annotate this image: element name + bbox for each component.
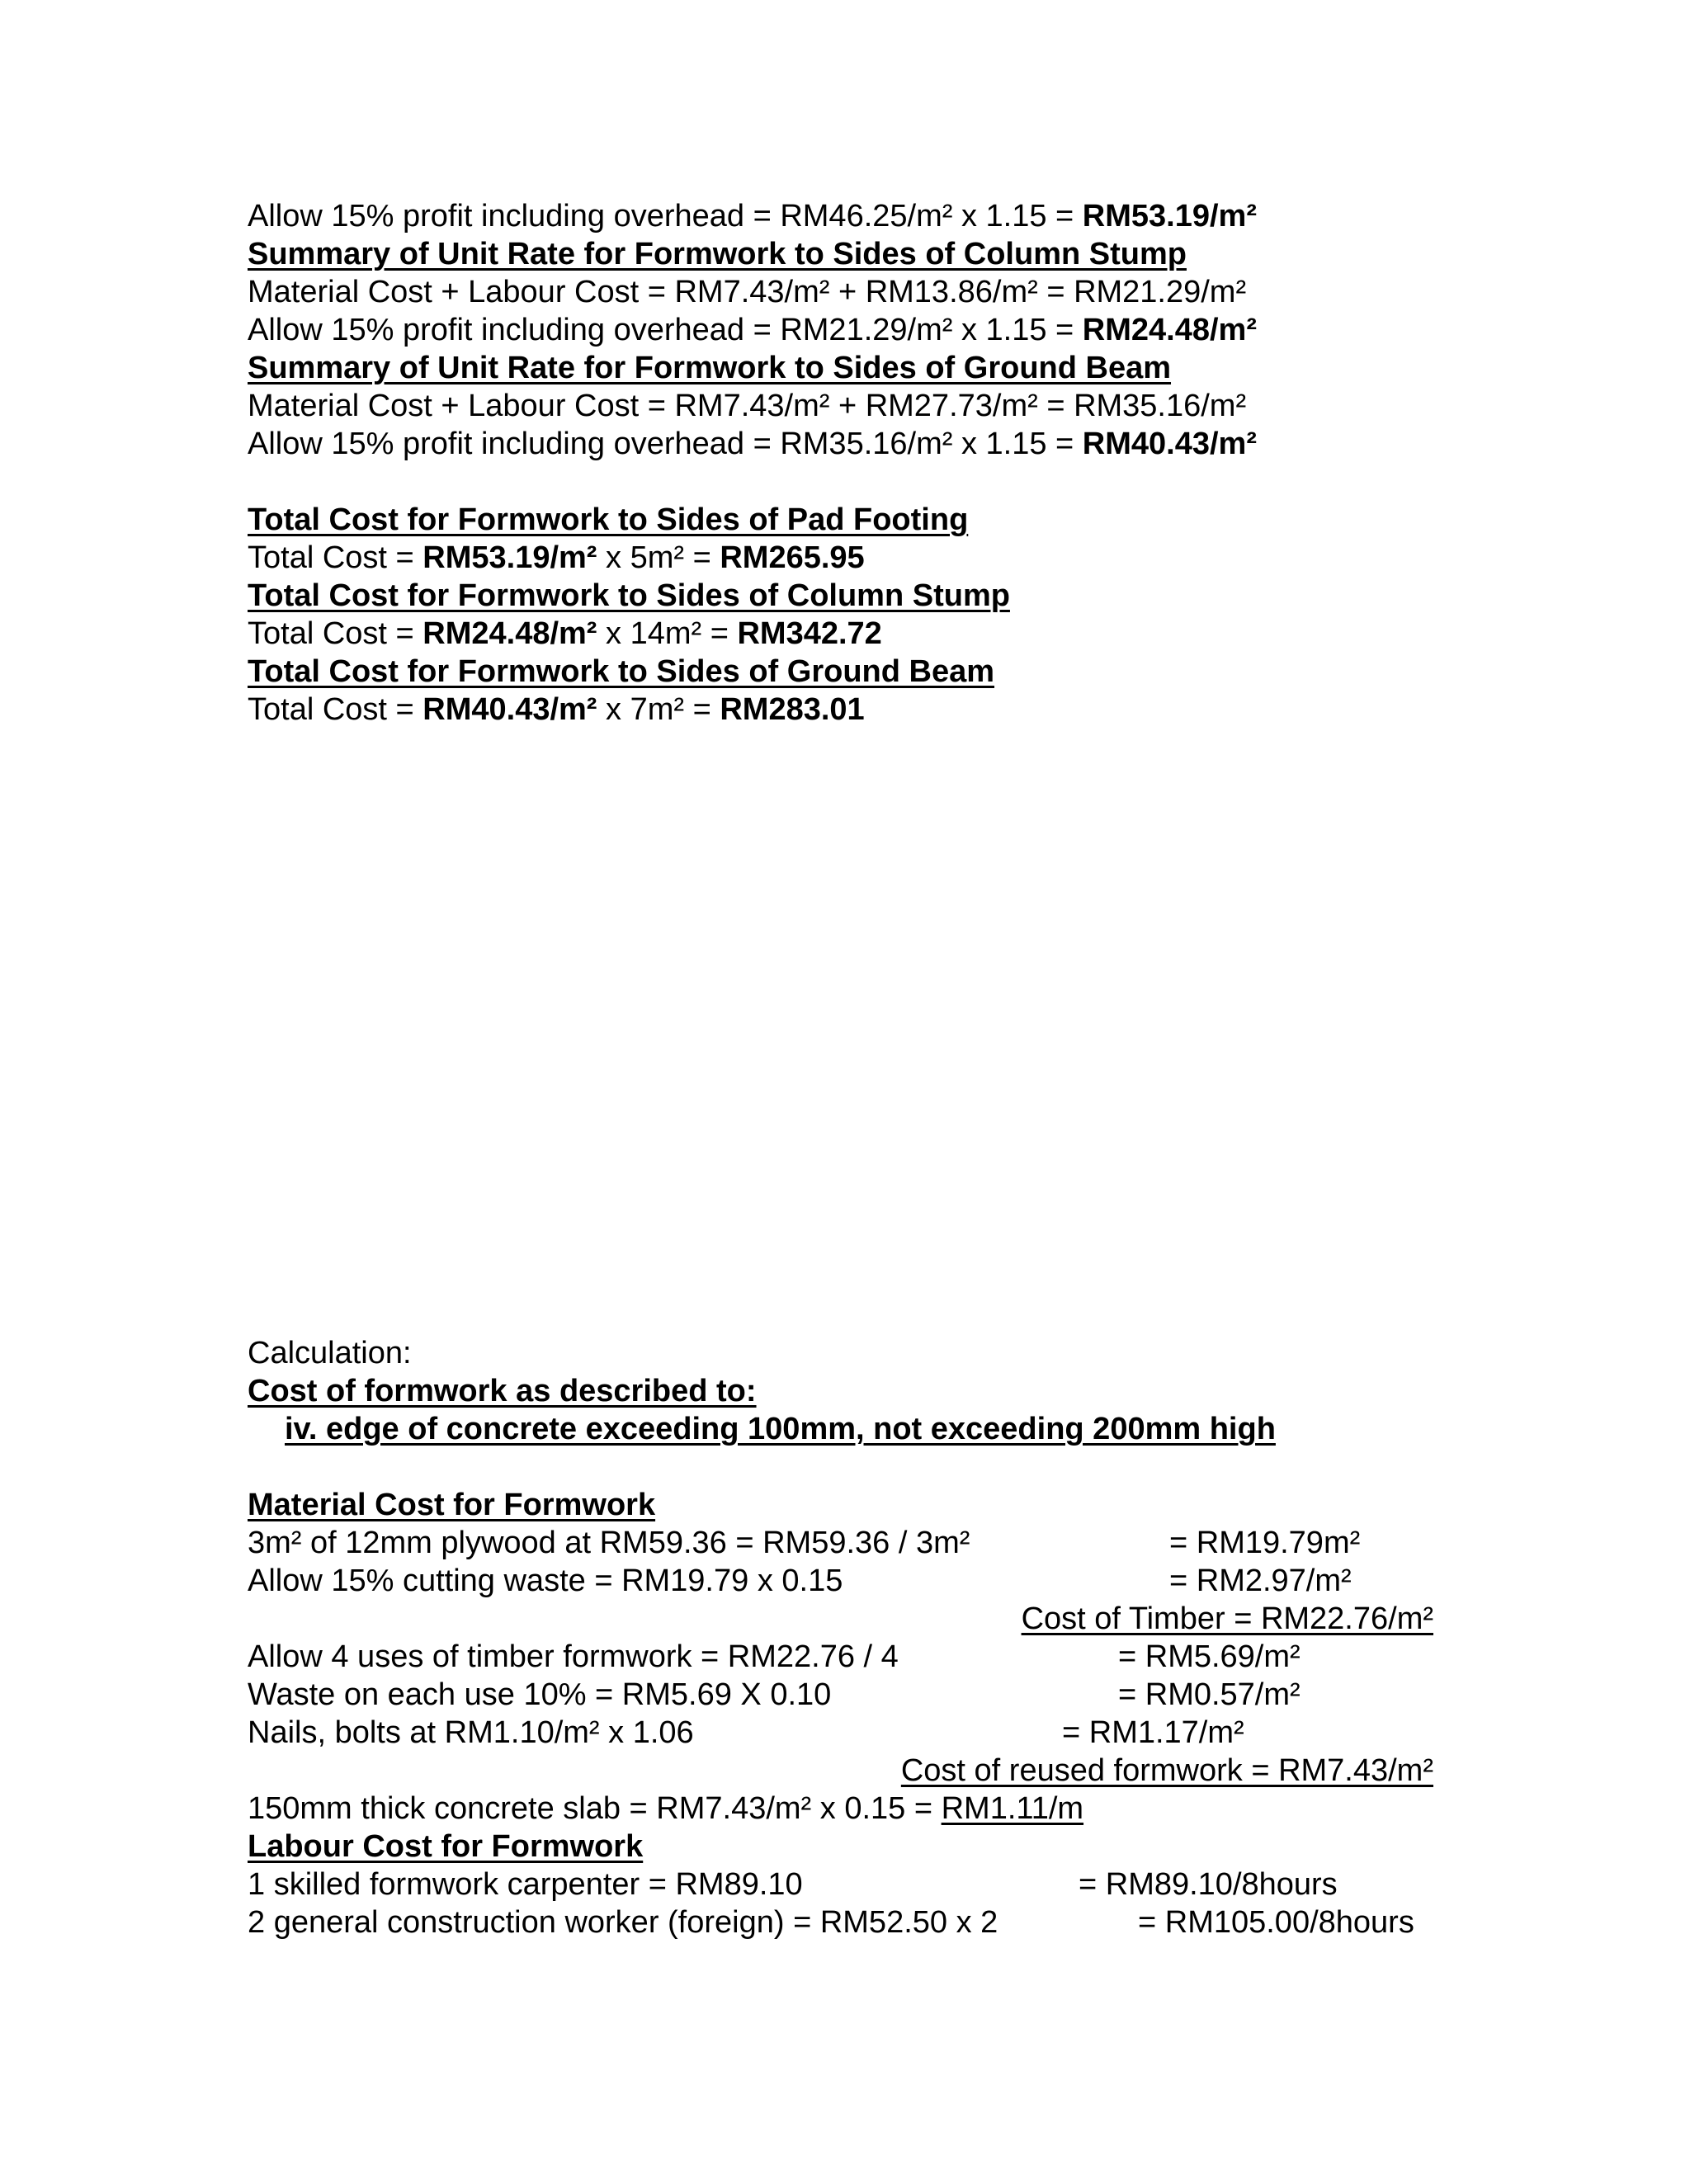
- column-stump-profit-line: Allow 15% profit including overhead = RM21.29/m² x 1.15 = RM24.48/m²: [248, 313, 1257, 347]
- timber-uses-value: = RM5.69/m²: [1118, 1639, 1301, 1674]
- waste-each-use-line: Waste on each use 10% = RM5.69 X 0.10: [248, 1677, 832, 1712]
- column-stump-summary-heading: Summary of Unit Rate for Formwork to Sides of Column Stump: [248, 237, 1187, 271]
- calculation-subheading: iv. edge of concrete exceeding 100mm, not exceeding 200mm high: [285, 1412, 1276, 1446]
- pad-footing-total-heading: Total Cost for Formwork to Sides of Pad Footing: [248, 502, 969, 537]
- column-stump-total-heading: Total Cost for Formwork to Sides of Column Stump: [248, 578, 1010, 613]
- nails-bolts-value: = RM1.17/m²: [1062, 1715, 1244, 1750]
- cost-of-timber-subtotal: Cost of Timber = RM22.76/m²: [1021, 1601, 1433, 1636]
- carpenter-value: = RM89.10/8hours: [1079, 1867, 1338, 1902]
- pad-footing-profit-line: Allow 15% profit including overhead = RM46.25/m² x 1.15 = RM53.19/m²: [248, 199, 1257, 233]
- general-worker-line: 2 general construction worker (foreign) = RM52.50 x 2: [248, 1905, 998, 1940]
- plywood-value: = RM19.79m²: [1169, 1526, 1361, 1560]
- ground-beam-material-line: Material Cost + Labour Cost = RM7.43/m² + RM27.73/m² = RM35.16/m²: [248, 389, 1247, 423]
- concrete-slab-line: 150mm thick concrete slab = RM7.43/m² x 0.15 = RM1.11/m: [248, 1791, 1084, 1826]
- ground-beam-profit-line: Allow 15% profit including overhead = RM35.16/m² x 1.15 = RM40.43/m²: [248, 427, 1257, 461]
- waste-each-use-value: = RM0.57/m²: [1118, 1677, 1301, 1712]
- cutting-waste-line: Allow 15% cutting waste = RM19.79 x 0.15: [248, 1564, 843, 1598]
- ground-beam-total-heading: Total Cost for Formwork to Sides of Ground Beam: [248, 654, 995, 689]
- material-cost-heading: Material Cost for Formwork: [248, 1488, 656, 1522]
- cost-of-reused-formwork-subtotal: Cost of reused formwork = RM7.43/m²: [900, 1753, 1433, 1788]
- calculation-label: Calculation:: [248, 1336, 412, 1370]
- calculation-heading: Cost of formwork as described to:: [248, 1374, 757, 1408]
- pad-footing-total-line: Total Cost = RM53.19/m² x 5m² = RM265.95: [248, 540, 865, 575]
- timber-uses-line: Allow 4 uses of timber formwork = RM22.76 / 4: [248, 1639, 899, 1674]
- carpenter-line: 1 skilled formwork carpenter = RM89.10: [248, 1867, 803, 1902]
- plywood-line: 3m² of 12mm plywood at RM59.36 = RM59.36 / 3m²: [248, 1526, 970, 1560]
- ground-beam-summary-heading: Summary of Unit Rate for Formwork to Sides of Ground Beam: [248, 351, 1172, 385]
- ground-beam-total-line: Total Cost = RM40.43/m² x 7m² = RM283.01: [248, 692, 865, 727]
- column-stump-material-line: Material Cost + Labour Cost = RM7.43/m² + RM13.86/m² = RM21.29/m²: [248, 275, 1247, 309]
- general-worker-value: = RM105.00/8hours: [1138, 1905, 1414, 1940]
- nails-bolts-line: Nails, bolts at RM1.10/m² x 1.06: [248, 1715, 694, 1750]
- column-stump-total-line: Total Cost = RM24.48/m² x 14m² = RM342.72: [248, 616, 882, 651]
- cutting-waste-value: = RM2.97/m²: [1169, 1564, 1352, 1598]
- labour-cost-heading: Labour Cost for Formwork: [248, 1829, 644, 1864]
